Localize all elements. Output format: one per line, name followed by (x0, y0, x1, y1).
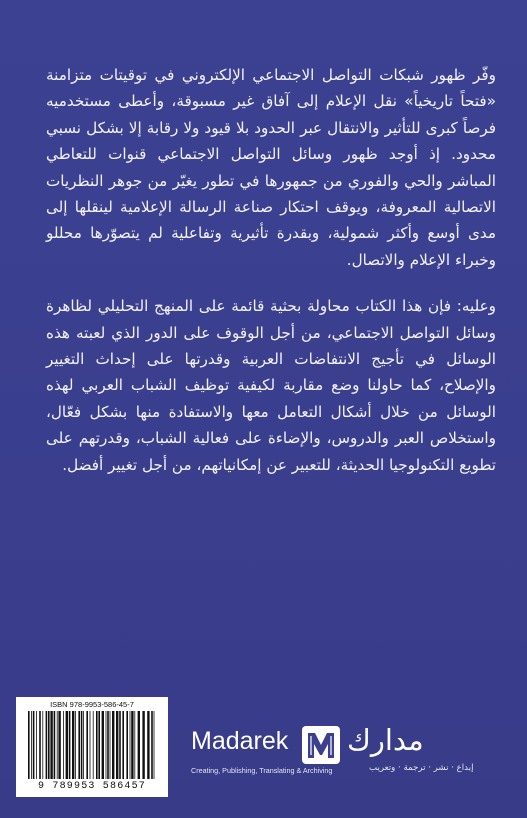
blurb-paragraph-1: وفّر ظهور شبكات التواصل الاجتماعي الإلكتروني في توقيتات متزامنة «فتحاً تاريخياً» نقل الإعلام إلى آفاق غير مسبوقة، وأعطى مستخدميه فرصاً كبرى للتأثير والانتقال عبر الحدود بلا قيود ولا رقابة إلا بشكل نسبي محدود. إذ أوجد ظهور وسائل التواصل الاجتماعي قنوات للتعاطي المباشر والحي والفوري من جمهورها في تطور يغيّر من جوهر النظريات الاتصالية المعروفة، ويوقف احتكار صناعة الرسالة الإعلامية لينقلها إلى مدى أوسع وأكثر شمولية، وبقدرة تأثيرية وتفاعلية لم يتصوّرها محللو وخبراء الإعلام والاتصال. (46, 66, 496, 269)
barcode-bar (134, 711, 135, 779)
publisher-name-arabic: مدارك (347, 723, 424, 757)
barcode-bar (98, 711, 100, 779)
barcode-bar (102, 711, 104, 779)
barcode-bar (50, 711, 52, 779)
barcode-bar (54, 711, 56, 779)
barcode-bar (130, 711, 131, 779)
isbn-label: ISBN 978-9953-586-45-7 (50, 700, 134, 709)
publisher-tagline-en: Creating, Publishing, Translating & Archiving (191, 766, 333, 775)
barcode-bar (119, 711, 121, 779)
barcode-bar (151, 711, 153, 779)
barcode-bar (42, 711, 43, 779)
barcode-bar (39, 711, 41, 779)
barcode-bar (48, 711, 50, 779)
barcode-bar (93, 711, 94, 779)
barcode-bar (33, 711, 35, 779)
barcode-bar (106, 711, 107, 779)
barcode (16, 697, 168, 797)
publisher-logo (185, 725, 515, 785)
barcode-bar (90, 711, 91, 779)
barcode-bar (78, 711, 80, 779)
barcode-bar (46, 711, 48, 779)
barcode-bar (57, 711, 58, 779)
barcode-bar (81, 711, 83, 779)
barcode-bar (147, 711, 149, 779)
barcode-bar (31, 711, 32, 779)
barcode-digits: 9 789953 586457 (37, 781, 146, 792)
barcode-bar (112, 711, 114, 779)
barcode-bar (36, 711, 37, 779)
publisher-name-latin: Madarek (191, 727, 289, 755)
barcode-bar (131, 711, 133, 779)
publisher-tagline-ar: إبداع · نشر · ترجمة · وتعريب (369, 763, 474, 773)
barcode-bar (83, 711, 84, 779)
barcode-bar (63, 711, 64, 779)
barcode-bar (69, 711, 71, 779)
barcode-bar (107, 711, 109, 779)
barcode-bar (110, 711, 111, 779)
barcode-bar (66, 711, 68, 779)
barcode-bar (116, 711, 118, 779)
barcode-bar (138, 711, 140, 779)
barcode-bar (75, 711, 76, 779)
barcode-bar (122, 711, 124, 779)
barcode-bar (154, 711, 155, 779)
blurb-text (46, 62, 496, 478)
barcode-bar (58, 711, 60, 779)
barcode-bar (86, 711, 88, 779)
barcode-bar (142, 711, 144, 779)
blurb-paragraph-2: وعليه: فإن هذا الكتاب محاولة بحثية قائمة على المنهج التحليلي لظاهرة وسائل التواصل الاجتماعي، من أجل الوقوف على الدور الذي لعبته هذه الوسائل في تأجيج الانتفاضات العربية وقدرتها على إحداث التغيير والإصلاح، كما حاولنا وضع مقاربة لكيفية توظيف الشباب العربي لهذه الوسائل من خلال أشكال التعامل معها والاستفادة منها بشكل فعّال، واستخلاص العبر والدروس، والإضاءة على فعالية الشباب، وقدرتهم على تطويع التكنولوجيا الحديثة، للتعبير عن إمكانياتهم، من أجل تغيير أفضل. (46, 297, 496, 474)
barcode-bars (26, 711, 158, 779)
barcode-bar (72, 711, 74, 779)
madarek-m-logo-icon (301, 725, 341, 765)
barcode-bar (28, 711, 30, 779)
barcode-bar (96, 711, 98, 779)
barcode-bar (126, 711, 128, 779)
